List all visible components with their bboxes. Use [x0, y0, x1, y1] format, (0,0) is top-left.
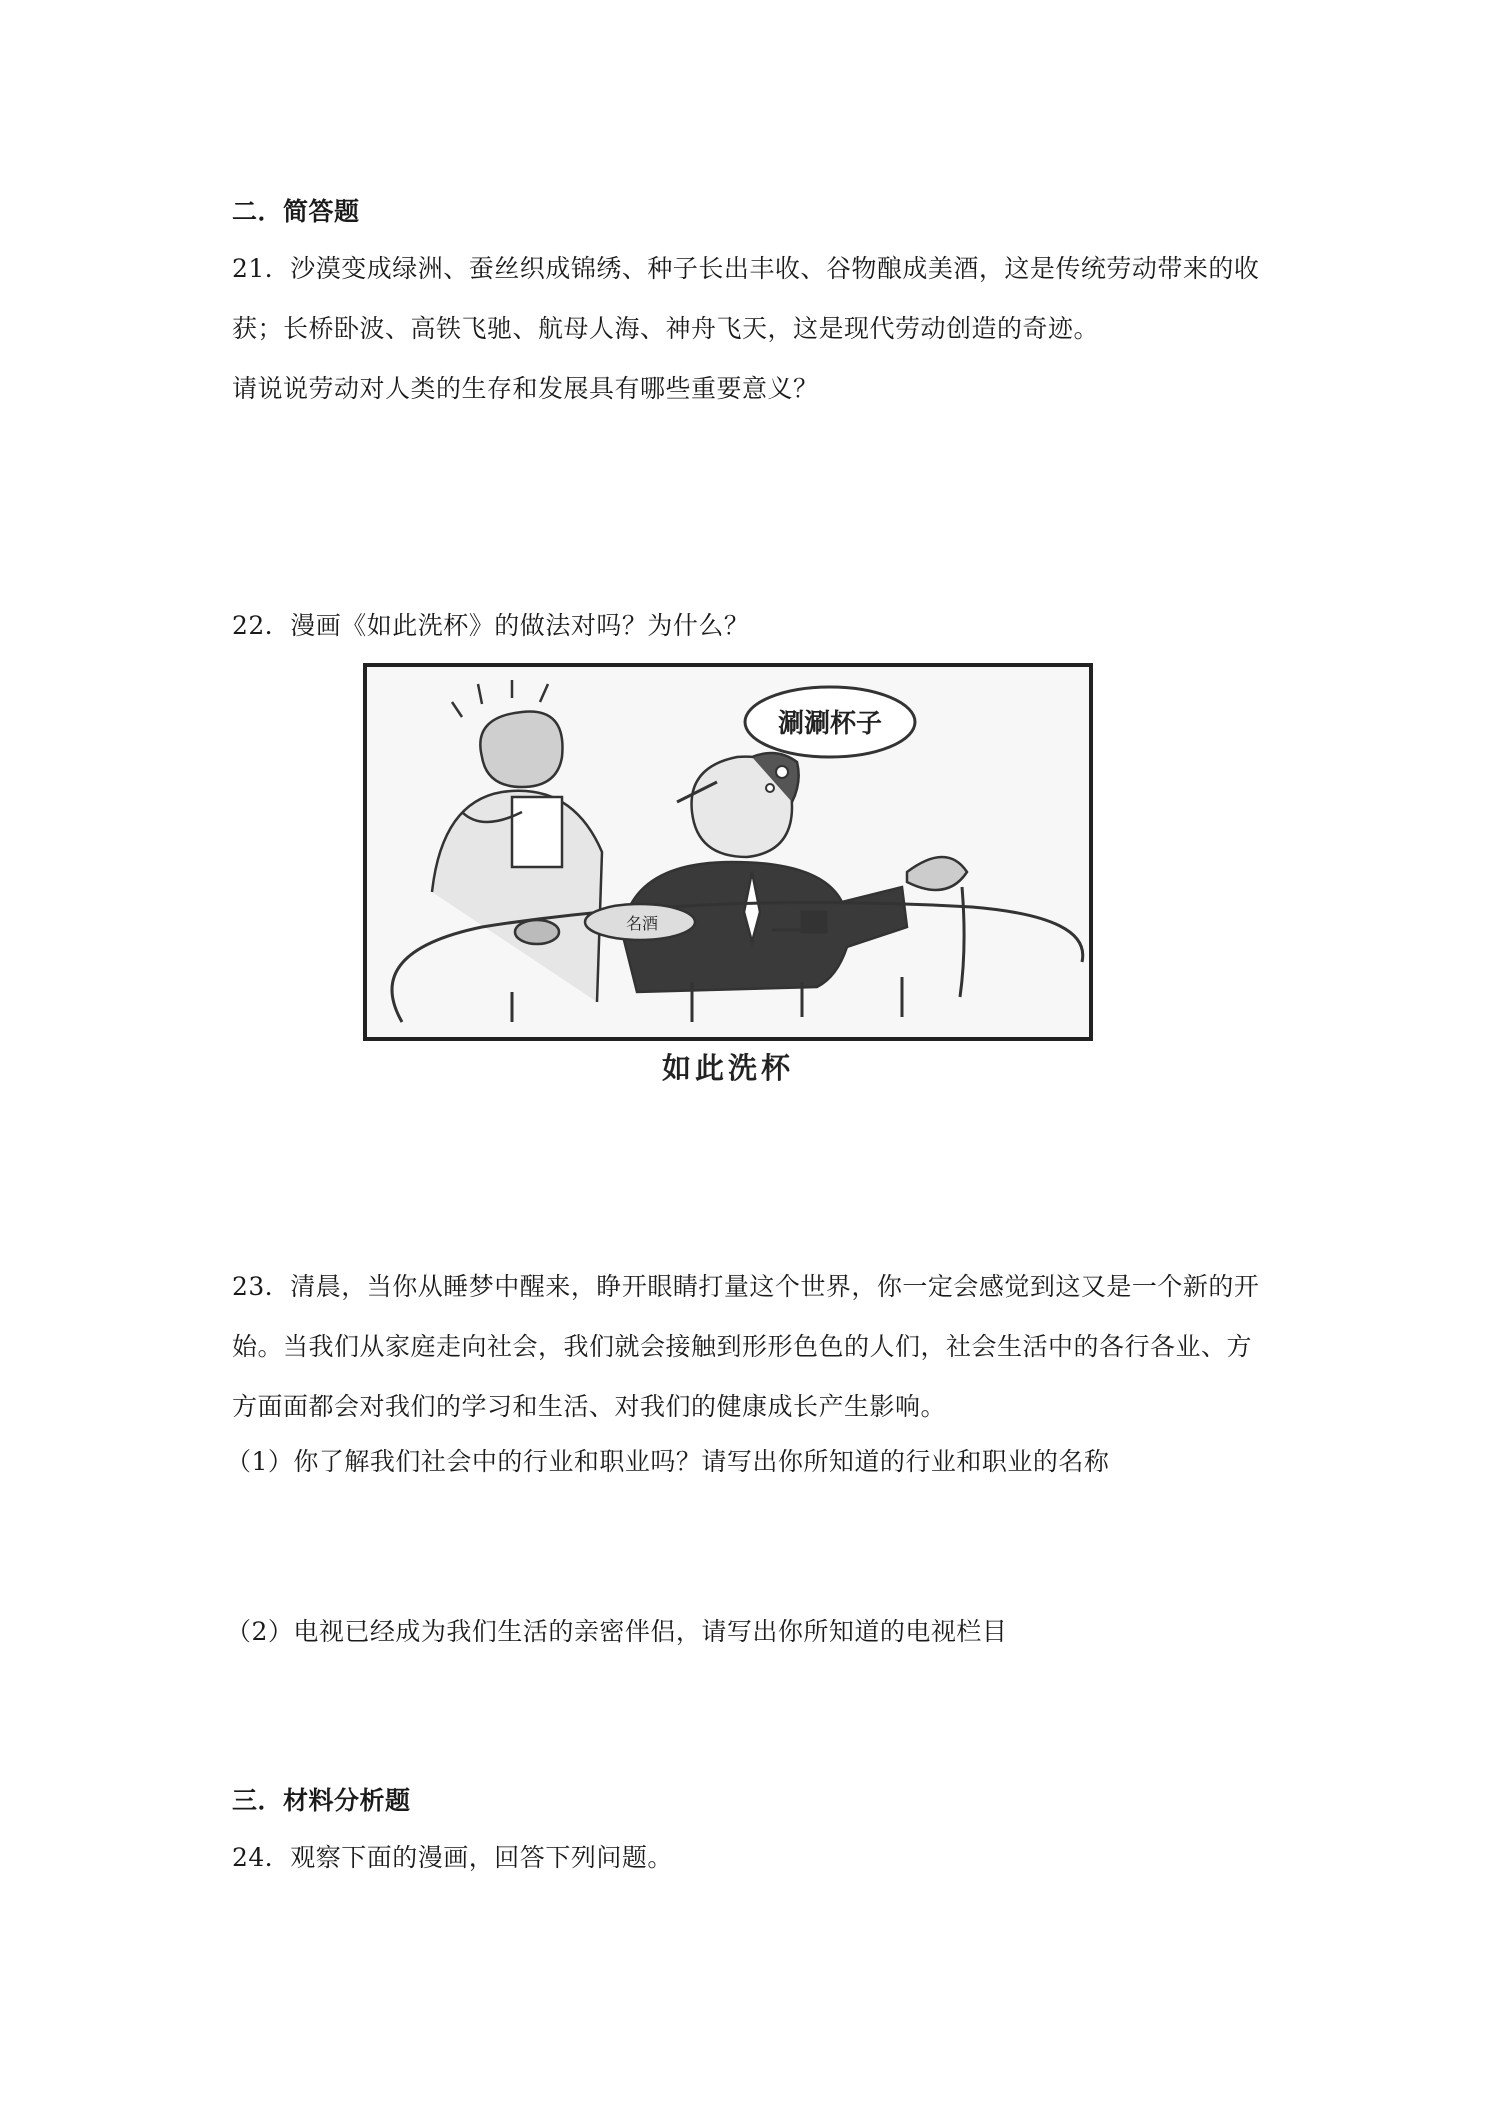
section3-heading: 三．材料分析题 — [232, 1786, 411, 1815]
wine-bottle — [585, 904, 695, 940]
q23-line-1: 23．清晨，当你从睡梦中醒来，睁开眼睛打量这个世界，你一定会感觉到这又是一个新的开 — [232, 1272, 1260, 1301]
cartoon-caption: 如此洗杯 — [661, 1051, 794, 1085]
q21-line-3: 请说说劳动对人类的生存和发展具有哪些重要意义？ — [232, 374, 819, 403]
q24-question: 24．观察下面的漫画，回答下列问题。 — [232, 1843, 673, 1872]
q21-line-1: 21．沙漠变成绿洲、蚕丝织成锦绣、种子长出丰收、谷物酿成美酒，这是传统劳动带来的收 — [232, 254, 1260, 283]
q23-sub-2: （2）电视已经成为我们生活的亲密伴侣，请写出你所知道的电视栏目 — [226, 1617, 1008, 1646]
q22-question: 22．漫画《如此洗杯》的做法对吗？为什么？ — [232, 611, 750, 640]
speech-bubble-text: 涮涮杯子 — [777, 709, 883, 739]
q21-line-2: 获；长桥卧波、高铁飞驰、航母人海、神舟飞天，这是现代劳动创造的奇迹。 — [232, 314, 1100, 343]
bottle-label: 名酒 — [625, 914, 659, 933]
q23-line-2: 始。当我们从家庭走向社会，我们就会接触到形形色色的人们，社会生活中的各行各业、方 — [232, 1332, 1253, 1361]
cartoon-image — [362, 662, 1094, 1042]
q23-line-3: 方面面都会对我们的学习和生活、对我们的健康成长产生影响。 — [232, 1392, 947, 1421]
section2-heading: 二．简答题 — [232, 197, 360, 226]
q23-sub-1: （1）你了解我们社会中的行业和职业吗？请写出你所知道的行业和职业的名称 — [226, 1447, 1110, 1476]
